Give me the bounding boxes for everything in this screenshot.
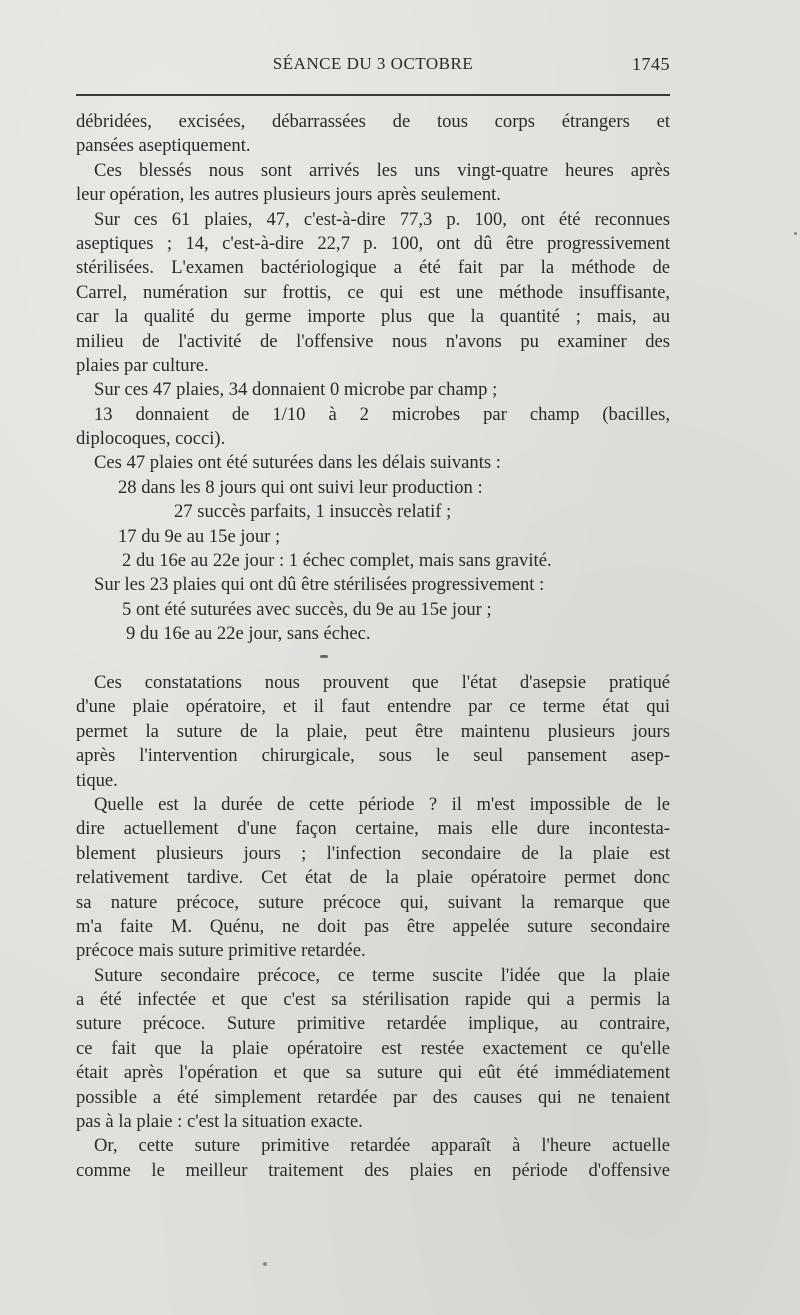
text-line: leur opération, les autres plusieurs jours après seulement. — [76, 184, 501, 206]
text-line: Suture secondaire précoce, ce terme suscite l'idée que la plaie — [94, 964, 670, 986]
text-line: Sur ces 61 plaies, 47, c'est-à-dire 77,3 p. 100, ont été reconnues — [94, 208, 670, 230]
text-line: milieu de l'activité de l'offensive nous n'avons pu examiner des — [76, 330, 670, 352]
page-number: 1745 — [632, 54, 670, 74]
text-line: comme le meilleur traitement des plaies en période d'offensive — [76, 1159, 670, 1181]
text-line: blement plusieurs jours ; l'infection secondaire de la plaie est — [76, 842, 670, 864]
text-line: 17 du 9e au 15e jour ; — [118, 525, 281, 547]
text-line: ce fait que la plaie opératoire est restée exactement ce qu'elle — [76, 1037, 670, 1059]
text-line: 9 du 16e au 22e jour, sans échec. — [126, 623, 371, 645]
text-line: a été infectée et que c'est sa stérilisation rapide qui a permis la — [76, 989, 670, 1011]
text-line: tique. — [76, 769, 118, 791]
section-separator — [76, 647, 670, 671]
text-line: sa nature précoce, suture précoce qui, suivant la remarque que — [76, 891, 670, 913]
text-line: m'a faite M. Quénu, ne doit pas être appelée suture secondaire — [76, 915, 670, 937]
text-line: suture précoce. Suture primitive retardée implique, au contraire, — [76, 1013, 670, 1035]
running-head-title: SÉANCE DU 3 OCTOBRE — [272, 54, 474, 73]
text-line: 2 du 16e au 22e jour : 1 échec complet, mais sans gravité. — [122, 550, 552, 572]
text-line: 28 dans les 8 jours qui ont suivi leur production : — [118, 476, 483, 498]
text-line: Ces constatations nous prouvent que l'état d'asepsie pratiqué — [94, 671, 670, 693]
text-line: pas à la plaie : c'est la situation exacte. — [76, 1111, 363, 1133]
text-line: précoce mais suture primitive retardée. — [76, 940, 366, 962]
paper-speck — [263, 1262, 267, 1266]
text-line: était après l'opération et que sa suture qui eût été immédiatement — [76, 1062, 670, 1084]
text-line: 13 donnaient de 1/10 à 2 microbes par champ (bacilles, — [94, 403, 670, 425]
paper-speck — [794, 232, 797, 235]
text-line: Quelle est la durée de cette période ? il m'est impossible de le — [94, 793, 670, 815]
body-text — [76, 110, 670, 1183]
text-line: stérilisées. L'examen bactériologique a été fait par la méthode de — [76, 257, 670, 279]
text-line: 5 ont été suturées avec succès, du 9e au 15e jour ; — [122, 598, 492, 620]
text-line: permet la suture de la plaie, peut être maintenu plusieurs jours — [76, 720, 670, 742]
text-line: débridées, excisées, débarrassées de tous corps étrangers et — [76, 111, 670, 132]
running-head — [76, 54, 670, 80]
header-rule — [76, 94, 670, 96]
text-line: pansées aseptiquement. — [76, 135, 251, 157]
text-line: Ces blessés nous sont arrivés les uns vingt-quatre heures après — [94, 159, 670, 181]
text-line: possible a été simplement retardée par des causes qui ne tenaient — [76, 1086, 670, 1108]
text-line: Or, cette suture primitive retardée apparaît à l'heure actuelle — [94, 1135, 670, 1157]
separator-mark — [320, 655, 328, 658]
text-line: Sur les 23 plaies qui ont dû être stérilisées progressivement : — [94, 574, 545, 596]
text-line: plaies par culture. — [76, 354, 209, 376]
text-line: relativement tardive. Cet état de la plaie opératoire permet donc — [76, 867, 670, 889]
text-line: d'une plaie opératoire, et il faut entendre par ce terme état qui — [76, 696, 670, 718]
text-line: 27 succès parfaits, 1 insuccès relatif ; — [174, 501, 452, 523]
text-line: dire actuellement d'une façon certaine, mais elle dure incontesta- — [76, 818, 670, 840]
text-line: diplocoques, cocci). — [76, 428, 226, 450]
text-line: après l'intervention chirurgicale, sous le seul pansement asep- — [76, 745, 670, 767]
text-line: aseptiques ; 14, c'est-à-dire 22,7 p. 100, ont dû être progressivement — [76, 232, 670, 254]
text-line: Sur ces 47 plaies, 34 donnaient 0 microbe par champ ; — [94, 379, 498, 401]
text-line: Ces 47 plaies ont été suturées dans les délais suivants : — [94, 452, 501, 474]
text-line: car la qualité du germe importe plus que la quantité ; mais, au — [76, 306, 670, 328]
text-line: Carrel, numération sur frottis, ce qui est une méthode insuffisante, — [76, 281, 670, 303]
